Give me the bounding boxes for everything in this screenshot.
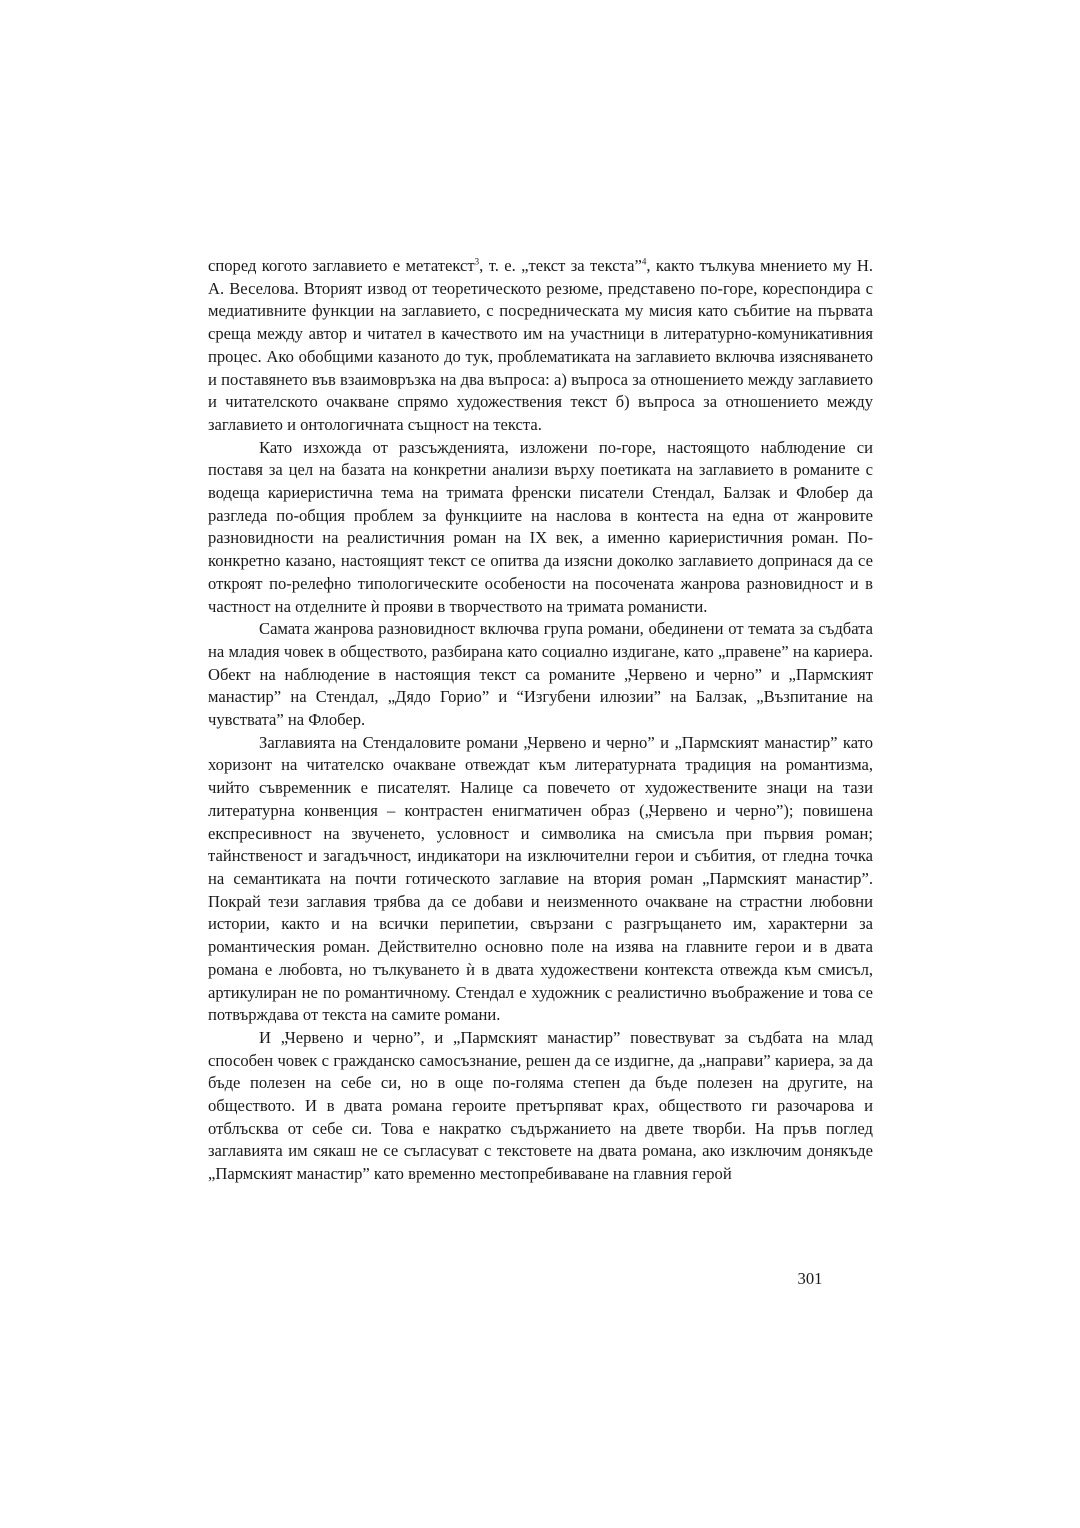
paragraph-text: И „Червено и черно”, и „Пармският манастир” повествуват за съдбата на млад способен човек с гражданско самосъзнание, решен да се издигне, да „направи” кариера, за да бъде полезен на себе си, но в още по-голяма степен да бъде полезен на другите, на обществото. И в двата романа героите претърпяват крах, обществото ги разочарова и отблъсква от себе си. Това е накратко съдържанието на двете творби. На пръв поглед заглавията им сякаш не се съгласуват с текстовете на двата романа, ако изключим донякъде „Пармският манастир” като временно местопребиваване на главния герой	[208, 1027, 873, 1184]
paragraph-text: Като изхожда от разсъжденията, изложени по-горе, настоящото наблюдение си поставя за цел на базата на конкретни анализи върху поетиката на заглавието в романите с водеща кариеристична тема на тримата френски писатели Стендал, Балзак и Флобер да разгледа по-общия проблем за функциите на наслова в контеста на една от жанровите разновидности на реалистичния роман на IX век, а именно кариеристичния роман. По-конкретно казано, настоящият текст се опитва да изясни доколко заглавието допринася да се откроят по-релефно типологическите особености на посочената жанрова разновидност и в частност на отделните ѝ прояви в творчеството на тримата романисти.	[208, 437, 873, 616]
paragraph-text: според когото заглавието е метатекст	[208, 256, 475, 275]
paragraph	[208, 618, 873, 732]
paragraph-text: Самата жанрова разновидност включва група романи, обединени от темата за съдбата на младия човек в обществото, разбирана като социално издигане, като „правене” на кариера. Обект на наблюдение в настоящия текст са романите „Червено и черно” и „Пармският манастир” на Стендал, „Дядо Горио” и “Изгубени илюзии” на Балзак, „Възпитание на чувствата” на Флобер.	[208, 619, 873, 730]
paragraph	[208, 437, 873, 619]
paragraph	[208, 255, 873, 437]
paragraph	[208, 732, 873, 1027]
page-number: 301	[797, 1269, 823, 1288]
paragraph-text: , както тълкува мнението му Н. А. Веселова. Вторият извод от теоретическото резюме, представено по-горе, кореспондира с медиативните функции на заглавието, с посредническата му мисия като събитие на първата среща между автор и читател в качеството им на участници в литературно-комуникативния процес. Ако обобщими казаното до тук, проблематиката на заглавието включва изясняването и поставянето във взаимовръзка на два въпроса: а) въпроса за отношението между заглавието и читателското очакване спрямо художествения текст б) въпроса за отношението между заглавието и онтологичната същност на текста.	[208, 256, 873, 434]
body-text	[208, 255, 873, 1186]
footnote-marker: 4	[641, 256, 647, 267]
paragraph-text: Заглавията на Стендаловите романи „Червено и черно” и „Пармският манастир” като хоризонт на читателско очакване отвеждат към литературната традиция на романтизма, чийто съвременник е писателят. Налице са повечето от художествените знаци на тази литературна конвенция – контрастен енигматичен образ („Червено и черно”); повишена експресивност на звученето, условност и символика на смисъла при първия роман; тайнственост и загадъчност, индикатори на изключителни герои и събития, от гледна точка на семантиката на почти готическото заглавие на втория роман „Пармският манастир”. Покрай тези заглавия трябва да се добави и неизменното очакване на страстни любовни истории, както и на всички перипетии, свързани с разгръщането им, характерни за романтическия роман. Действително основно поле на изява на главните герои и в двата романа е любовта, но тълкуването ѝ в двата художествени контекста отвежда към смисъл, артикулиран не по романтичному. Стендал е художник с реалистично въображение и това се потвърждава от текста на самите романи.	[208, 732, 873, 1025]
footnote-marker: 3	[474, 256, 480, 267]
paragraph	[208, 1027, 873, 1186]
paragraph-text: , т. е. „текст за текста”	[479, 256, 642, 275]
